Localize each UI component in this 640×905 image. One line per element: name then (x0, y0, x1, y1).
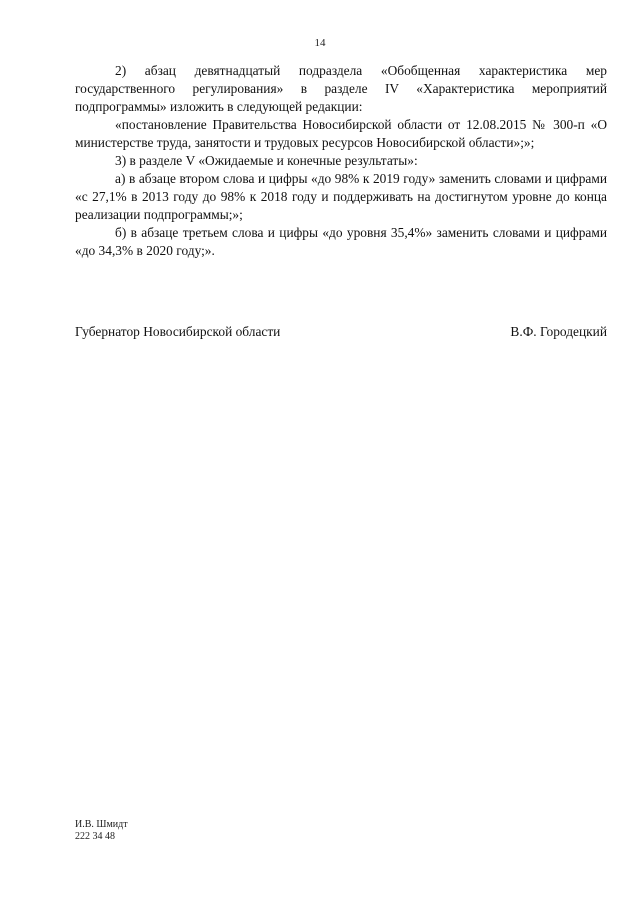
executor-footer (75, 819, 128, 843)
paragraph-amendment-2: 2) абзац девятнадцатый подраздела «Обобщенная характеристика мер государственного регулирования» в разделе IV «Характеристика мероприятий подпрограммы» изложить в следующей редакции: (75, 63, 607, 114)
executor-phone: 222 34 48 (75, 831, 115, 842)
paragraph-subitem-b: б) в абзаце третьем слова и цифры «до уровня 35,4%» заменить словами и цифрами «до 34,3% в 2020 году;». (75, 225, 607, 258)
paragraph-subitem-a: а) в абзаце втором слова и цифры «до 98% к 2019 году» заменить словами и цифрами «с 27,1% в 2013 году до 98% к 2018 году и поддерживать на достигнутом уровне до конца реализации подпрограммы;»; (75, 171, 607, 222)
executor-name: И.В. Шмидт (75, 819, 128, 830)
signature-block (75, 323, 607, 341)
paragraph-resolution-quote: «постановление Правительства Новосибирской области от 12.08.2015 № 300-п «О министерстве труда, занятости и трудовых ресурсов Новосибирской области»;»; (75, 117, 607, 150)
paragraph-amendment-3: 3) в разделе V «Ожидаемые и конечные результаты»: (115, 153, 418, 168)
signatory-position: Губернатор Новосибирской области (75, 324, 281, 339)
document-body (75, 62, 607, 260)
signatory-name: В.Ф. Городецкий (510, 324, 607, 339)
page-number: 14 (314, 37, 326, 49)
